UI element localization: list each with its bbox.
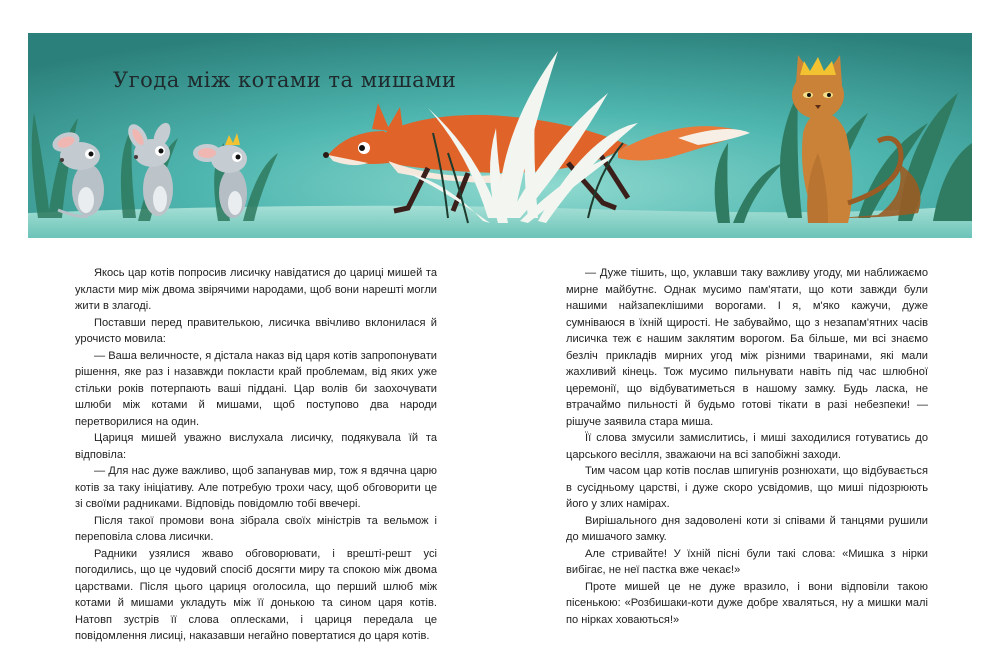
paragraph: Якось цар котів попросив лисичку навідатися до цариці мишей та укласти мир між двома звірячими народами, щоб вони нарешті могли жити в злагоді. <box>75 267 437 312</box>
paragraph: Радники узялися жваво обговорювати, і врешті-решт усі погодились, що це чудовий спосіб досягти миру та спокою між двома царствами. Після цього цариця оголосила, що перший шлюб між котами й мишами укладуть між її донькою та сином царя котів. Натовп зустрів її слова оплесками, і цариця передала це повідомлення лисиці, наказавши негайно повертатися до царя котів. <box>75 547 437 642</box>
illustration-banner <box>28 33 972 238</box>
paragraph: — Ваша величносте, я дістала наказ від царя котів запропонувати рішення, яке раз і назавжди покласти край проблемам, від яких уже стільки років потерпають ваші піддані. Цар волів би заохочувати шлюби між котами й мишами, щоб поступово два народи перетворилися на один. <box>75 349 437 428</box>
paragraph: Поставши перед правителькою, лисичка ввічливо вклонилася й урочисто мовила: <box>75 316 437 345</box>
paragraph: — Дуже тішить, що, уклавши таку важливу угоду, ми наближаємо мирне майбутнє. Однак мусимо пам'ятати, що коти завжди були нашими найзапеклішими ворогами. І я, м'яко кажучи, дуже сумніваюся в їхній щирості. Не забуваймо, що з незапам'ятних часів лисичка теж є нашим заклятим ворогом. Ба більше, ми всі знаємо безліч прикладів мирних угод між різними тваринами, які мали жахливий кінець. Тож мусимо пильнувати навіть під час шлюбної церемонії, що відбуватиметься в нашому замку. Будь ласка, не втрачаймо пильності й будьмо готові тікати в разі небезпеки! — рішуче заявила стара миша. <box>566 267 928 428</box>
paragraph: Після такої промови вона зібрала своїх міністрів та вельмож і переповіла слова лисички. <box>75 514 437 543</box>
paragraph: — Для нас дуже важливо, щоб запанував мир, тож я вдячна царю котів за таку ініціативу. Але потребую трохи часу, щоб обговорити це зі своїми радниками. Відповідь повідомлю тобі ввечері. <box>75 465 437 510</box>
paragraph: Цариця мишей уважно вислухала лисичку, подякувала їй та відповіла: <box>75 432 437 461</box>
paragraph: Її слова змусили замислитись, і миші заходилися готуватись до царського весілля, зважаючи на всі запобіжні заходи. <box>566 432 928 461</box>
left-column <box>75 265 437 645</box>
page-title: Угода між котами та мишами <box>113 68 457 92</box>
paragraph: Вирішального дня задоволені коти зі співами й танцями рушили до мишачого замку. <box>566 514 928 543</box>
paragraph: Проте мишей це не дуже вразило, і вони відповіли такою пісенькою: «Розбишаки-коти дуже добре хваляться, ну а мишки малі по нірках ховаються!» <box>566 580 928 626</box>
right-column <box>566 265 928 628</box>
paragraph: Тим часом цар котів послав шпигунів рознюхати, що відбувається в сусідньому царстві, і дуже скоро усвідомив, що миші підозрюють його у злих намірах. <box>566 465 928 510</box>
paragraph: Але стривайте! У їхній пісні були такі слова: «Мишка з нірки вибігає, не неї пастка вже чекає!» <box>566 547 928 576</box>
